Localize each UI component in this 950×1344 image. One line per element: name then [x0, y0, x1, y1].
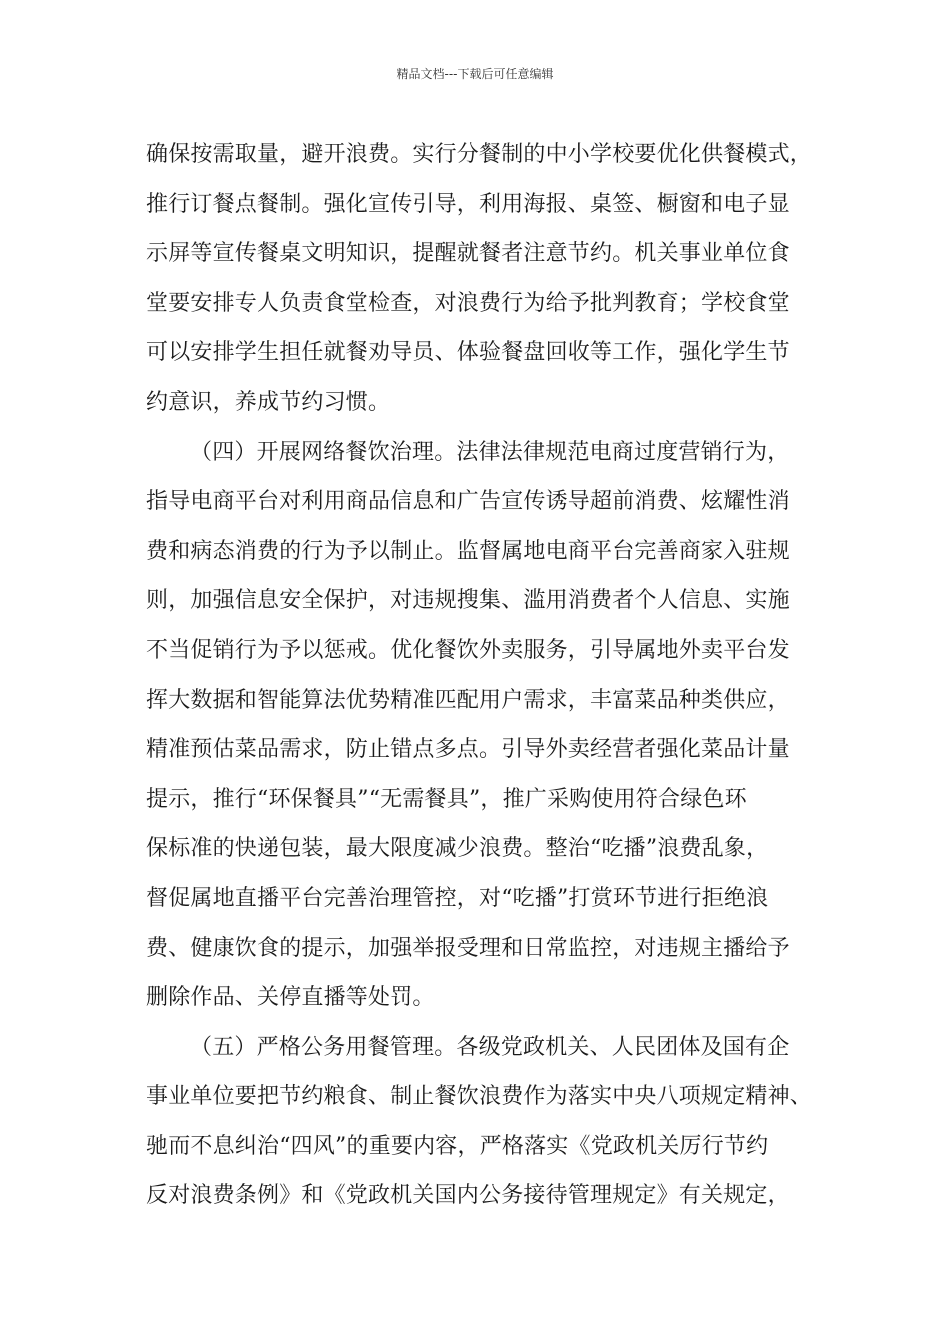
- text-line: 指导电商平台对利用商品信息和广告宣传诱导超前消费、炫耀性消: [146, 489, 790, 515]
- section-heading-line: （五）严格公务用餐管理。各级党政机关、人民团体及国有企: [190, 1034, 790, 1060]
- text-line: 则，加强信息安全保护，对违规搜集、滥用消费者个人信息、实施: [146, 588, 790, 614]
- text-line: 挥大数据和智能算法优势精准匹配用户需求，丰富菜品种类供应，: [146, 687, 790, 713]
- text-line: 不当促销行为予以惩戒。优化餐饮外卖服务，引导属地外卖平台发: [146, 637, 790, 663]
- text-line: 堂要安排专人负责食堂检查，对浪费行为给予批判教育；学校食堂: [146, 290, 790, 316]
- text-line: 约意识，养成节约习惯。: [146, 389, 391, 415]
- document-body: [146, 130, 813, 1221]
- text-line: 费和病态消费的行为予以制止。监督属地电商平台完善商家入驻规: [146, 538, 790, 564]
- text-line: 推行订餐点餐制。强化宣传引导，利用海报、桌签、橱窗和电子显: [146, 191, 790, 217]
- text-line: 可以安排学生担任就餐劝导员、体验餐盘回收等工作，强化学生节: [146, 340, 790, 366]
- text-line: 驰而不息纠治“四风”的重要内容，严格落实《党政机关厉行节约: [146, 1133, 769, 1159]
- section-heading-line: （四）开展网络餐饮治理。法律法律规范电商过度营销行为，: [190, 439, 790, 465]
- text-line: 反对浪费条例》和《党政机关国内公务接待管理规定》有关规定，: [146, 1183, 790, 1209]
- text-line: 费、健康饮食的提示，加强举报受理和日常监控，对违规主播给予: [146, 935, 790, 961]
- text-line: 事业单位要把节约粮食、制止餐饮浪费作为落实中央八项规定精神、: [146, 1084, 813, 1110]
- text-line: 精准预估菜品需求，防止错点多点。引导外卖经营者强化菜品计量: [146, 737, 790, 763]
- text-line: 督促属地直播平台完善治理管控，对“吃播”打赏环节进行拒绝浪: [146, 885, 769, 911]
- text-line: 确保按需取量，避开浪费。实行分餐制的中小学校要优化供餐模式，: [146, 142, 813, 167]
- text-line: 提示，推行“环保餐具”“无需餐具”，推广采购使用符合绿色环: [146, 786, 747, 812]
- text-line: 示屏等宣传餐桌文明知识，提醒就餐者注意节约。机关事业单位食: [146, 241, 790, 267]
- text-line: 删除作品、关停直播等处罚。: [146, 985, 435, 1011]
- text-line: 保标准的快递包装，最大限度减少浪费。整治“吃播”浪费乱象，: [146, 836, 769, 862]
- page-header: 精品文档---下载后可任意编辑: [396, 67, 554, 81]
